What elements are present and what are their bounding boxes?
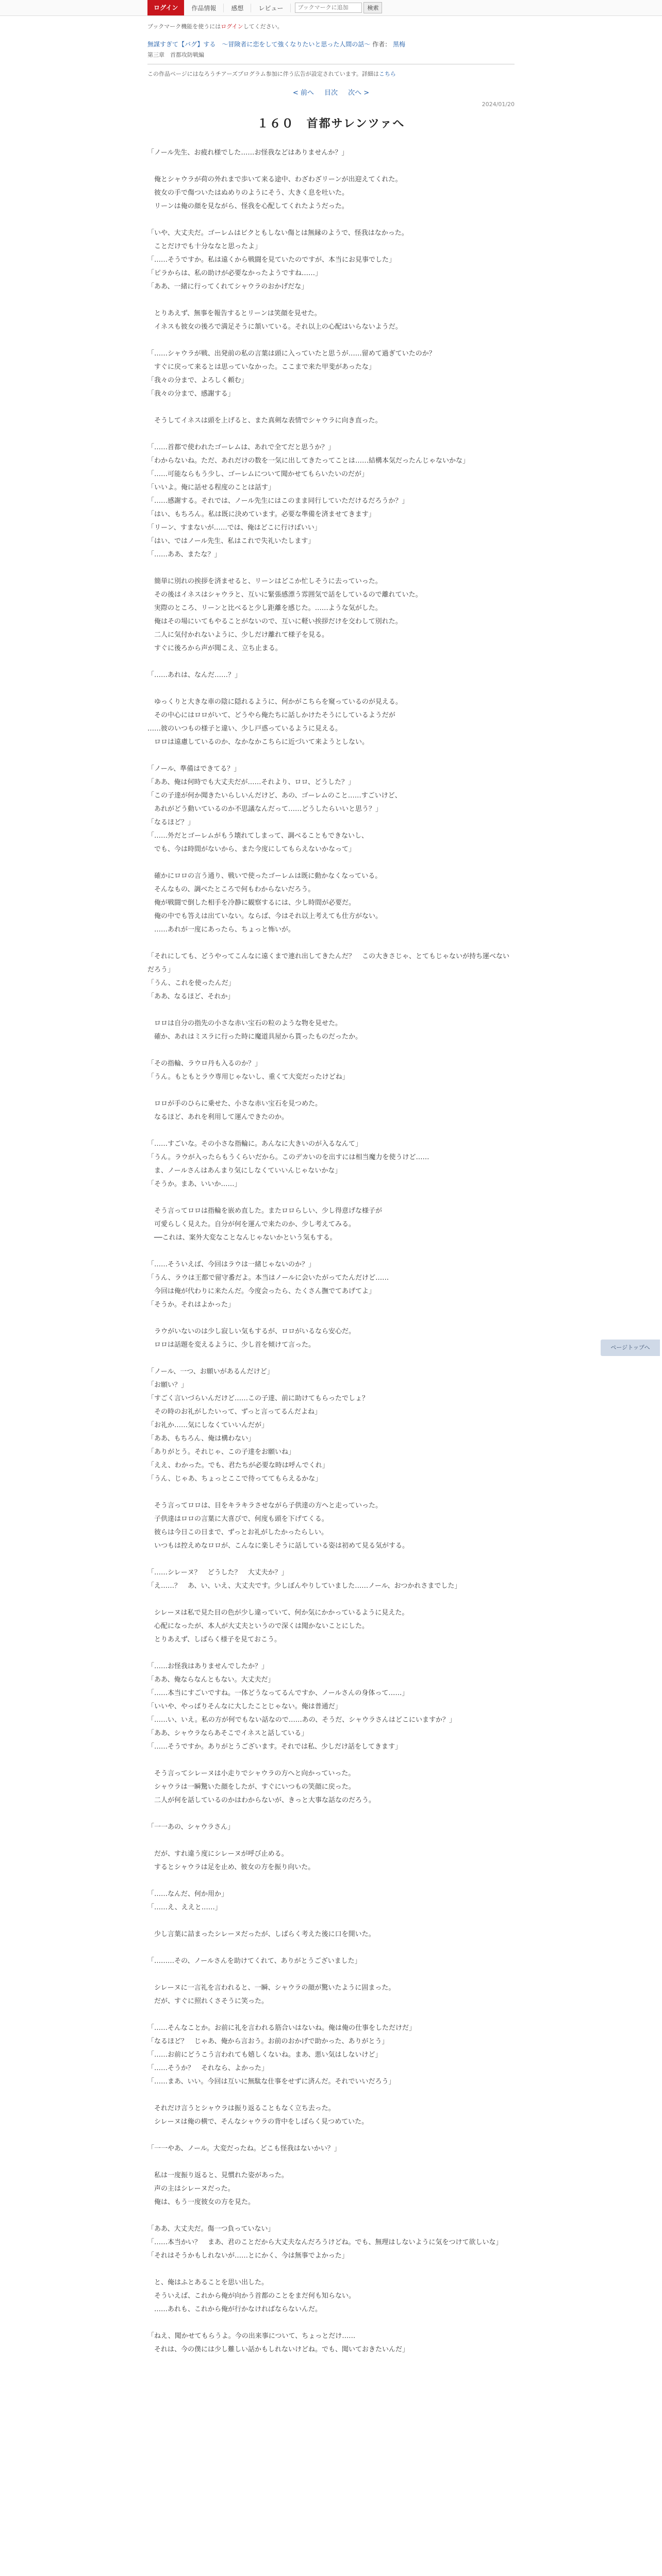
body-paragraph: 二人が何を話しているのかはわからないが、きっと大事な話なのだろう。	[147, 1797, 376, 1804]
prev-link[interactable]: < 前へ	[292, 89, 314, 97]
body-paragraph: いつもは控えめなロロが、こんなに楽しそうに話している姿は初めて見る気がする。	[147, 1542, 409, 1550]
login-button[interactable]: ログイン	[147, 0, 184, 15]
body-paragraph: 私は一度振り返ると、見慣れた姿があった。	[147, 2172, 288, 2179]
body-paragraph: 確か、あれはミスラに行った時に魔道具屋から貰ったものだったか。	[147, 1033, 362, 1041]
ad-caution	[147, 70, 515, 78]
body-paragraph: ……あれも、これから俺が行かなければならないんだ。	[147, 2306, 322, 2313]
blank-line	[147, 160, 515, 173]
notice-suffix: してください。	[243, 23, 283, 30]
body-paragraph: 「……シレーヌ？ どうした？ 大丈夫か？」	[147, 1569, 288, 1577]
body-paragraph: 「……え、ええと……」	[147, 1904, 222, 1911]
notice-login-link[interactable]: ログイン	[221, 23, 243, 30]
toc-link[interactable]: 目次	[324, 89, 338, 97]
body-paragraph: 「そうか。まあ、いいか……」	[147, 1180, 241, 1188]
blank-line	[147, 1754, 515, 1767]
blank-line	[147, 562, 515, 575]
body-paragraph: 「ああ、大丈夫だ。傷一つ負っていない」	[147, 2225, 275, 2233]
body-paragraph: 「お願い？」	[147, 1381, 188, 1389]
body-paragraph: 「……感謝する。それでは、ノール先生にはこのまま同行していただけるだろうか？」	[147, 497, 409, 505]
body-paragraph: 「……本当かい？ まあ、君のことだから大丈夫なんだろうけどね。でも、無理はしないように気をつけて欲しいな」	[147, 2239, 503, 2246]
body-paragraph: 「ああ、なるほど、それか」	[147, 993, 235, 1001]
body-paragraph: 「いいや、やっぱりそんなに大したことじゃない。俺は普通だ」	[147, 1703, 342, 1710]
body-paragraph: 今回は俺が代わりに来たんだ。今度会ったら、たくさん撫でてあげてよ」	[147, 1287, 376, 1295]
body-paragraph: 「ええ、わかった。でも、君たちが必要な時は呼んでくれ」	[147, 1462, 329, 1469]
blank-line	[147, 749, 515, 762]
notice-prefix: ブックマーク機能を使うには	[147, 23, 221, 30]
body-paragraph: でも、今は時間がないから、また今度にしてもらえないかなって」	[147, 845, 356, 853]
body-paragraph: 「……ああ、またな？」	[147, 551, 221, 558]
blank-line	[147, 1834, 515, 1848]
body-paragraph: 俺が戦闘で倒した相手を冷静に観察するには、少し時間が必要だ。	[147, 899, 356, 907]
body-paragraph: 「……そうですか。ありがとうございます。それでは私、少しだけ話をしてきます」	[147, 1743, 402, 1751]
body-paragraph: 「ピラからは、私の助けが必要なかったようですね……」	[147, 269, 322, 277]
body-paragraph: 彼らは今日この日まで、ずっとお礼がしたかったらしい。	[147, 1529, 328, 1536]
body-paragraph: 「ありがとう。それじゃ、この子達をお願いね」	[147, 1448, 295, 1456]
body-paragraph: 「我々の分まで、感謝する」	[147, 390, 235, 398]
publish-date: 2024/01/20	[482, 101, 515, 108]
body-paragraph: リーンは俺の顔を見ながら、怪我を心配してくれたようだった。	[147, 202, 349, 210]
body-paragraph: 「はい、ではノール先生、私はこれで失礼いたします」	[147, 537, 315, 545]
body-paragraph: だが、すれ違う度にシレーヌが呼び止める。	[147, 1850, 288, 1858]
blank-line	[147, 1044, 515, 1057]
body-paragraph: 二人に気付かれないように、少しだけ離れて様子を見る。	[147, 631, 329, 639]
blank-line	[147, 1647, 515, 1660]
page-top-button[interactable]: ページトップへ	[601, 1340, 660, 1356]
body-paragraph: 俺はその場にいてもやることがないので、互いに軽い挨拶だけを交わして別れた。	[147, 618, 402, 625]
login-notice	[147, 22, 515, 30]
blank-line	[147, 1553, 515, 1566]
nav-work-info[interactable]: 作品情報	[184, 4, 224, 12]
blank-line	[147, 1245, 515, 1258]
body-paragraph: 俺は、もう一度彼女の方を見た。	[147, 2198, 255, 2206]
blank-line	[147, 1941, 515, 1955]
body-paragraph: 「……そうですか。私は遠くから戦闘を見ていたのですが、本当にお見事でした」	[147, 256, 396, 264]
body-paragraph: それだけ言うとシャウラは振り返ることもなく立ち去った。	[147, 2105, 335, 2112]
body-paragraph: 「………その、ノールさんを助けてくれて、ありがとうございました」	[147, 1957, 361, 1965]
caution-link[interactable]: こちら	[378, 71, 396, 77]
body-paragraph: 「……シャウラが戦、出発前の私の言葉は頭に入っていたと思うが……留めて過ぎていたのか？	[147, 350, 436, 358]
body-paragraph: 「なるほど？」	[147, 819, 195, 826]
body-paragraph: 「いいよ。俺に話せる程度のことは話す」	[147, 484, 275, 492]
body-paragraph: 「……そんなことか。お前に礼を言われる筋合いはないね。俺は俺の仕事をしただけだ」	[147, 2024, 416, 2032]
body-paragraph: そうしてイネスは頭を上げると、また真剣な表情でシャウラに向き直った。	[147, 417, 382, 425]
body-paragraph: 「リーン、すまないが……では、俺はどこに行けばいい」	[147, 524, 321, 532]
body-paragraph: 「わからないね。ただ、あれだけの数を一気に出してきたってことは……結構本気だったんじゃないかな」	[147, 457, 470, 465]
body-paragraph: するとシャウラは足を止め、彼女の方を振り向いた。	[147, 1863, 315, 1871]
body-paragraph: 可愛らしく見えた。自分が何を運んで来たのか、少し考えてみる。	[147, 1221, 356, 1228]
body-paragraph: シャウラは一瞬驚いた顔をしたが、すぐにいつもの笑顔に戻った。	[147, 1783, 355, 1791]
body-paragraph: その時のお礼がしたいって、ずっと言ってるんだよね」	[147, 1408, 321, 1416]
body-paragraph: ロロは話題を変えるように、少し首を傾けて言った。	[147, 1341, 316, 1349]
blank-line	[147, 655, 515, 669]
body-paragraph: 「この子達が何か聞きたいらしいんだけど、あの、ゴーレムのこと……すごいけど、	[147, 792, 402, 800]
content-wrapper	[147, 22, 515, 2357]
novel-body	[147, 146, 515, 2357]
blank-line	[147, 401, 515, 414]
body-paragraph: 「……首都で使われたゴーレムは、あれで全てだと思うか？」	[147, 444, 335, 451]
body-paragraph: 「ああ、一緒に行ってくれてシャウラのおかげだな」	[147, 283, 308, 291]
body-paragraph: ロロが手のひらに乗せた、小さな赤い宝石を見つめた。	[147, 1100, 322, 1108]
body-paragraph: 「ああ、俺は何時でも大丈夫だが……それより、ロロ、どうした？」	[147, 778, 355, 786]
body-paragraph: 「え……？ あ、い、いえ、大丈夫です。少しぼんやりしていました……ノール、おつかれさまでした」	[147, 1582, 461, 1590]
body-paragraph: 「お礼か……気にしなくていいんだが」	[147, 1421, 269, 1429]
blank-line	[147, 2129, 515, 2142]
body-paragraph: そう言ってシレーヌは小走りでシャウラの方へと向かっていった。	[147, 1770, 355, 1777]
body-paragraph: 「……まあ、いい。今回は互いに無駄な仕事をせずに済んだ。それでいいだろう」	[147, 2078, 395, 2086]
body-paragraph: 「うん。ラウが入ったらもうくらいだから。このデカいのを出すには相当魔力を使うけど……	[147, 1154, 429, 1161]
blank-line	[147, 2008, 515, 2022]
body-paragraph: シレーヌは俺の横で、そんなシャウラの背中をしばらく見つめていた。	[147, 2118, 369, 2126]
blank-line	[147, 1807, 515, 1821]
blank-line	[147, 2209, 515, 2223]
body-paragraph: 実際のところ、リーンと比べると少し距離を感じた。……ような気がした。	[147, 604, 382, 612]
blank-line	[147, 1874, 515, 1888]
blank-line	[147, 2316, 515, 2330]
body-paragraph: 「すごく言いづらいんだけど……この子達、前に助けてもらったでしょ？	[147, 1395, 369, 1402]
body-paragraph: イネスも彼女の後ろで満足そうに頷いている。それ以上の心配はいらないようだ。	[147, 323, 402, 331]
body-paragraph: 俺とシャウラが荷の外れまで歩いて来る途中、わざわざリーンが出迎えてくれた。	[147, 176, 402, 183]
episode-title: １６０ 首都サレンツァへ	[257, 117, 405, 130]
body-paragraph: それは、今の僕には少し難しい話かもしれないけどね。でも、聞いておきたいんだ」	[147, 2346, 409, 2353]
body-paragraph: ロロは自分の指先の小さな赤い宝石の粒のような物を見せた。	[147, 1020, 342, 1027]
blank-line	[147, 1486, 515, 1499]
nav-review[interactable]: レビュー	[251, 4, 291, 12]
body-paragraph: なるほど、あれを利用して運んできたのか。	[147, 1113, 289, 1121]
body-paragraph: 「うん、じゃあ、ちょっとここで待っててもらえるかな」	[147, 1475, 322, 1483]
bookmark-input[interactable]	[295, 3, 362, 13]
blank-line	[147, 1593, 515, 1606]
body-paragraph: 「いや、大丈夫だ。ゴーレムはビクともしない傷とは無縁のようで、怪我はなかった。	[147, 229, 408, 237]
blank-line	[147, 428, 515, 441]
blank-line	[147, 294, 515, 307]
body-paragraph: と、俺はふとあることを思い出した。	[147, 2279, 269, 2286]
body-paragraph: とりあえず、しばらく様子を見ておこう。	[147, 1636, 281, 1643]
body-paragraph: ゆっくりと大きな車の陰に隠れるように、何かがこちらを窺っているのが見える。	[147, 698, 402, 706]
blank-line	[147, 2263, 515, 2276]
author-name[interactable]: 黒梅	[393, 41, 406, 48]
body-paragraph: 「ノール先生、お疲れ様でした……お怪我などはありませんか？」	[147, 149, 349, 157]
blank-line	[147, 1312, 515, 1325]
body-paragraph: あれがどう動いているのか不思議なんだって……どうしたらいいと思う？」	[147, 805, 383, 813]
body-paragraph: とりあえず、無事を報告するとリーンは笑顔を見せた。	[147, 310, 321, 317]
blank-line	[147, 1084, 515, 1097]
body-paragraph: ……彼のいつもの様子と違い、少し戸惑っているように見える。	[147, 725, 342, 733]
body-paragraph: 「一一あの、シャウラさん」	[147, 1823, 235, 1831]
body-paragraph: 「ねえ、聞かせてもらうよ。今の出来事について、ちょっとだけ……	[147, 2332, 356, 2340]
body-paragraph: ラウがいないのは少し寂しい気もするが、ロロがいるなら安心だ。	[147, 1328, 356, 1335]
blank-line	[147, 1004, 515, 1017]
body-paragraph: 「一一やあ、ノール。大変だったね。どこも怪我はないかい？」	[147, 2145, 341, 2153]
body-paragraph: 「……外だとゴーレムがもう壊れてしまって、調べることもできないし、	[147, 832, 368, 840]
body-paragraph: 「我々の分まで、よろしく頼む」	[147, 377, 248, 384]
body-paragraph: シレーヌは私で見た目の色が少し違っていて、何か気にかかっているように見えた。	[147, 1609, 409, 1617]
body-paragraph: すぐに戻って来るとは思っていなかった。ここまで来た甲斐があったな」	[147, 363, 375, 371]
body-paragraph: 声の主はシレーヌだった。	[147, 2185, 235, 2193]
body-paragraph: ま、ノールさんはあんまり気にしなくていいんじゃないかな」	[147, 1167, 342, 1175]
author-label: 作者：	[372, 41, 391, 48]
search-button[interactable]: 検索	[363, 2, 382, 13]
body-paragraph: 「それにしても、どうやってこんなに遠くまで連れ出してきたんだ？ この大きさじゃ、とてもじゃないが持ち運べないだろう」	[147, 953, 510, 974]
body-paragraph: 「……あれは、なんだ……？」	[147, 671, 242, 679]
blank-line	[147, 856, 515, 870]
body-paragraph: 「……そういえば、今回はラウは一緒じゃないのか？」	[147, 1261, 316, 1268]
next-link[interactable]: 次へ >	[348, 89, 370, 97]
body-paragraph: 「なるほど？ じゃあ、俺から言おう。お前のおかげで助かった、ありがとう」	[147, 2038, 389, 2045]
body-paragraph: 「……お前にどうこう言われても嬉しくないね。まあ、悪い気はしないけど」	[147, 2051, 382, 2059]
body-paragraph: だが、すぐに照れくさそうに笑った。	[147, 1997, 269, 2005]
body-paragraph: 「うん。もともとラウ専用じゃないし、重くて大変だったけどね」	[147, 1073, 349, 1081]
body-paragraph: 俺の中でも答えは出ていない。ならば、今はそれ以上考えても仕方がない。	[147, 912, 383, 920]
body-paragraph: そう言ってロロは指輪を嵌め直した。またロロらしい、少し得意げな様子が	[147, 1207, 383, 1215]
blank-line	[147, 1124, 515, 1138]
body-paragraph: 「……い、いえ。私の方が何でもない話なので……あの、そうだ、シャウラさんはどこにいますか？」	[147, 1716, 456, 1724]
caution-text: この作品ページにはなろうチアーズプログラム参加に伴う広告が設定されています。詳細は	[147, 71, 379, 77]
body-paragraph: ……あれが一度にあったら、ちょっと怖いが。	[147, 926, 295, 934]
body-paragraph: 「……なんだ、何か用か」	[147, 1890, 228, 1898]
body-paragraph: 「ノール、一つ、お願いがあるんだけど」	[147, 1368, 274, 1376]
pager	[147, 87, 515, 97]
blank-line	[147, 2089, 515, 2102]
body-paragraph: 「うん、ラウは王都で留守番だよ。本当はノールに会いたがってたんだけど……	[147, 1274, 389, 1282]
work-title[interactable]: 無謀すぎて【バグ】する ～冒険者に恋をして強くなりたいと思った人間の話～	[147, 41, 371, 48]
blank-line	[147, 2156, 515, 2169]
body-paragraph: ロロは遠慮しているのか、なかなかこちらに近づいて来ようとしない。	[147, 738, 369, 746]
blank-line	[147, 213, 515, 227]
body-paragraph: 「それはそうかもしれないが……とにかく、今は無事でよかった」	[147, 2252, 349, 2260]
blank-line	[147, 334, 515, 347]
body-paragraph: ──これは、案外大変なことなんじゃないかという気もする。	[147, 1234, 337, 1242]
body-paragraph: 「うん、これを使ったんだ」	[147, 979, 235, 987]
blank-line	[147, 1191, 515, 1205]
blank-line	[147, 682, 515, 696]
body-paragraph: 「ああ、俺ならなんともない。大丈夫だ」	[147, 1676, 275, 1684]
body-paragraph: 「……すごいな。その小さな指輪に。あんなに大きいのが入るなんて」	[147, 1140, 362, 1148]
body-paragraph: 「……お怪我はありませんでしたか？」	[147, 1663, 269, 1670]
body-paragraph: シレーヌに一言礼を言われると、一瞬、シャウラの顔が驚いたように固まった。	[147, 1984, 395, 1992]
body-paragraph: 「ああ、もちろん、俺は構わない」	[147, 1435, 255, 1443]
body-paragraph: 「そうか。それはよかった」	[147, 1301, 235, 1309]
body-paragraph: 少し言葉に詰まったシレーヌだったが、しばらく考えた後に口を開いた。	[147, 1930, 375, 1938]
body-paragraph: そんなもの、調べたところで何もわからないだろう。	[147, 886, 315, 893]
body-paragraph: 心配になったが、本人が大丈夫というので深くは聞かないことにした。	[147, 1622, 369, 1630]
body-paragraph: 「ああ、シャウラならあそこでイネスと話している」	[147, 1730, 308, 1737]
body-paragraph: 「はい、もちろん。私は既に決めています。必要な準備を済ませてきます」	[147, 511, 375, 518]
body-paragraph: 確かにロロの言う通り、戦いで使ったゴーレムは既に動かなくなっている。	[147, 872, 382, 880]
work-title-line	[147, 40, 515, 48]
blank-line	[147, 1352, 515, 1365]
body-paragraph: 「……本当にすごいですね。一体どうなってるんですか、ノールさんの身体って……」	[147, 1689, 409, 1697]
body-paragraph: 「ノール、準備はできてる？」	[147, 765, 241, 773]
blank-line	[147, 1914, 515, 1928]
blank-line	[147, 937, 515, 950]
body-paragraph: すぐに後ろから声が聞こえ、立ち止まる。	[147, 645, 282, 652]
chapter-title: 第三章 首都攻防戦編	[147, 52, 204, 58]
body-paragraph: その後はイネスはシャウラと、互いに緊張感漂う雰囲気で話をしているので離れていた。	[147, 591, 422, 599]
body-paragraph: ことだけでも十分ななと思ったよ」	[147, 243, 262, 250]
nav-impressions[interactable]: 感想	[224, 4, 251, 12]
body-paragraph: 子供達はロロの言葉に大喜びで、何度も頭を下げてくる。	[147, 1515, 328, 1523]
body-paragraph: 簡単に別れの挨拶を済ませると、リーンはどこか忙しそうに去っていった。	[147, 578, 382, 585]
body-paragraph: その中心にはロロがいて、どうやら俺たちに話しかけたそうにしているようだが	[147, 711, 395, 719]
body-paragraph: 「その指輪、ラウロ丹も入るのか？」	[147, 1060, 262, 1067]
blank-line	[147, 1968, 515, 1981]
body-paragraph: 「……そうか？ それなら、よかった」	[147, 2064, 269, 2072]
body-paragraph: そう言ってロロは、目をキラキラさせながら子供達の方へと走っていった。	[147, 1502, 383, 1510]
top-navigation-bar	[0, 0, 662, 16]
body-paragraph: 彼女の手で傷ついたはぬめりのようにそう、大きく息を吐いた。	[147, 189, 349, 197]
body-paragraph: 「……可能ならもう少し、ゴーレムについて聞かせてもらいたいのだが」	[147, 470, 368, 478]
body-paragraph: そういえば、これから俺が向かう首都のことをまだ何も知らない。	[147, 2292, 356, 2300]
